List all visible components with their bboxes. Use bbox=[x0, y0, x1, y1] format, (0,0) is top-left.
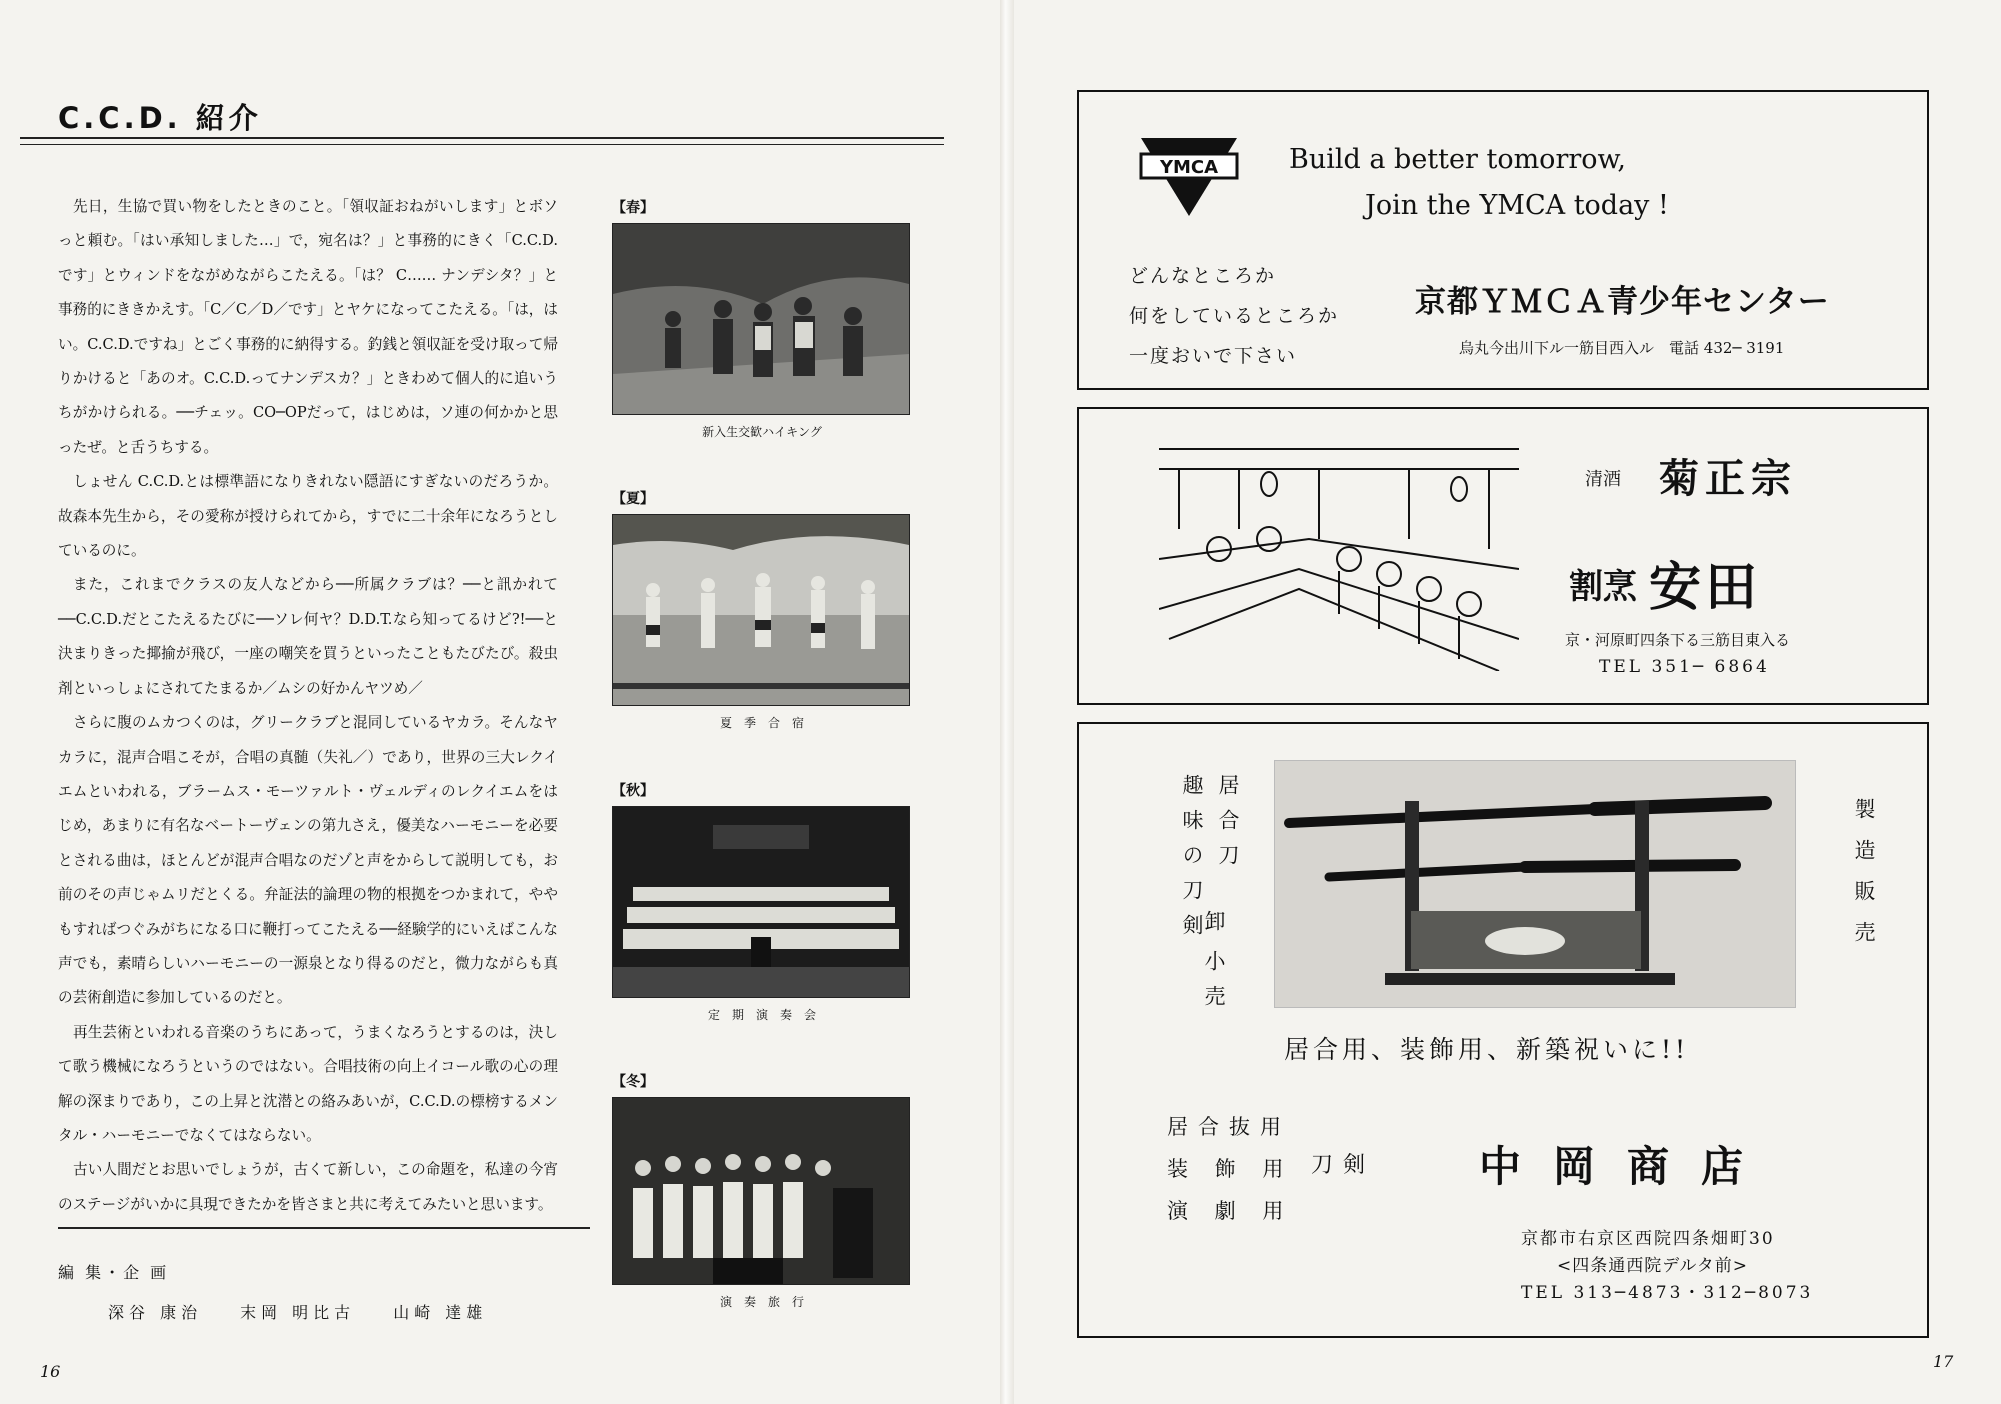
shop-tel: TEL 313─4873・312─8073 bbox=[1521, 1283, 1814, 1303]
essay-paragraph: さらに腹のムカつくのは，グリークラブと混同しているヤカラ。そんなヤカラに，混声合唱こそが，合唱の真髄（失礼／）であり，世界の三大レクイエムといわれる，ブラームス・モーツァルト・ヴェルディのレクイエムをはじめ，あまりに有名なベートーヴェンの第九さえ，優美なハーモニーを必要とされる曲は，ほとんどが混声合唱なのだゾと声をからして説明しても，お前のその声じゃムリだとくる。弁証法的論理の物的根拠をつかまれて，ややもすればつぐみがちになる口に鞭打ってこたえる──経験学的にいえばこんな声でも，素晴らしいハーモニーの一源泉となり得るのだと，微力ながらも真の芸術創造に参加しているのだと。 bbox=[58, 714, 558, 1007]
ymca-invitation bbox=[1129, 256, 1339, 376]
sword-shop-ad bbox=[1077, 722, 1929, 1338]
ymca-logo-text: YMCA bbox=[1159, 157, 1219, 178]
ymca-line: どんなところか bbox=[1129, 265, 1277, 287]
spread-fold bbox=[1000, 0, 1014, 1404]
shop-name: 中岡商店 bbox=[1479, 1142, 1776, 1191]
ymca-logo-icon bbox=[1139, 136, 1239, 222]
season-label: 【春】 bbox=[612, 200, 654, 216]
page-number-right: 17 bbox=[1933, 1352, 1954, 1371]
ymca-slogan-line1: Build a better tomorrow, bbox=[1289, 144, 1626, 175]
season-winter bbox=[612, 1071, 912, 1310]
season-label: 【秋】 bbox=[612, 783, 654, 799]
credits-label: 編 集・企 画 bbox=[58, 1263, 170, 1282]
essay-end-rule bbox=[58, 1227, 590, 1229]
ymca-line: 何をしているところか bbox=[1129, 305, 1340, 327]
section-title: C.C.D. 紹介 bbox=[58, 101, 262, 135]
restaurant-tel: TEL 351─ 6864 bbox=[1599, 657, 1770, 677]
shop-address: 京都市右京区西院四条畑町30 bbox=[1521, 1229, 1775, 1249]
essay-paragraph: しょせん C.C.D.とは標準語になりきれない隠語にすぎないのだろうか。故森本先生から，その愛称が授けられてから，すでに二十余年になろうとしているのに。 bbox=[58, 473, 558, 560]
credit-name: 末岡 明比古 bbox=[240, 1303, 356, 1322]
season-spring bbox=[612, 197, 912, 440]
photo-caption: 夏 季 合 宿 bbox=[719, 716, 804, 730]
winter-photo bbox=[612, 1097, 910, 1285]
photo-caption: 定 期 演 奏 会 bbox=[707, 1008, 816, 1022]
kappo-prefix: 割烹 bbox=[1569, 567, 1637, 607]
essay-paragraph: 再生芸術といわれる音楽のうちにあって，うまくなろうとするのは，決して歌う機械になろうというのではない。合唱技術の向上イコール歌の心の理解の深まりであり，この上昇と沈潜との絡みあいが，C.C.D.の標榜するメンタル・ハーモニーでなくてはならない。 bbox=[58, 1023, 558, 1144]
sword-use-item: 演 劇 用 bbox=[1167, 1199, 1294, 1223]
ymca-center-name: 京都ＹＭＣＡ青少年センター bbox=[1415, 284, 1830, 320]
photo-caption: 演 奏 旅 行 bbox=[719, 1295, 804, 1309]
restaurant-ad bbox=[1077, 407, 1929, 705]
spring-photo bbox=[612, 223, 910, 415]
ymca-slogan-line2: Join the YMCA today ! bbox=[1365, 190, 1669, 221]
shop-address-note: <四条通西院デルタ前> bbox=[1557, 1256, 1748, 1276]
sword-text-manufacture: 製造販売 bbox=[1852, 798, 1876, 962]
season-label: 【夏】 bbox=[612, 491, 654, 507]
essay-paragraph: 先日，生協で買い物をしたときのこと。「領収証おねがいします」とボソっと頼む。「はい承知しました…」で，宛名は？」と事務的にきく「C.C.D.です」とウィンドをながめながらこたえる。「は？ C…… ナンデシタ？」と事務的にききかえす。「C／C／D／です」とヤケになってこたえる。「は，はい。C.C.D.ですね」とごく事務的に納得する。釣銭と領収証を受け取って帰りかけると「あのオ。C.C.D.ってナンデスカ？」ときわめて個人的に追いうちがかけられる。──チェッ。CO─OPだって，はじめは，ソ連の何かかと思ったぜ。と舌うちする。 bbox=[58, 198, 558, 456]
sword-photo bbox=[1274, 760, 1796, 1008]
essay-paragraph: 古い人間だとお思いでしょうが，古くて新しい，この命題を，私達の今宵のステージがいかに具現できたかを皆さまと共に考えてみたいと思います。 bbox=[58, 1161, 558, 1213]
restaurant-counter-illustration bbox=[1159, 439, 1519, 675]
sword-ken: 刀剣 bbox=[1311, 1153, 1376, 1178]
season-summer bbox=[612, 488, 912, 731]
ymca-line: 一度おいで下さい bbox=[1129, 345, 1298, 367]
sword-text-wholesale: 卸 bbox=[1202, 910, 1226, 945]
credits-names bbox=[108, 1300, 487, 1323]
season-label: 【冬】 bbox=[612, 1074, 654, 1090]
credit-name: 山崎 達雄 bbox=[393, 1303, 488, 1322]
sake-prefix: 清酒 bbox=[1585, 469, 1621, 490]
sword-use-item: 装 飾 用 bbox=[1167, 1157, 1294, 1181]
sword-text-hobby: 趣味の刀剣 bbox=[1180, 774, 1204, 949]
page-number-left: 16 bbox=[40, 1362, 61, 1381]
autumn-photo bbox=[612, 806, 910, 998]
ymca-address: 烏丸今出川下ル一筋目西入ル 電話 432─ 3191 bbox=[1459, 339, 1785, 357]
sword-text-retail: 小売 bbox=[1202, 950, 1226, 1020]
ymca-ad bbox=[1077, 90, 1929, 390]
sake-brand: 菊正宗 bbox=[1659, 455, 1797, 502]
summer-photo bbox=[612, 514, 910, 706]
restaurant-address: 京・河原町四条下る三筋目東入る bbox=[1565, 631, 1791, 649]
credit-name: 深谷 康治 bbox=[108, 1303, 203, 1322]
sword-tagline: 居合用、装飾用、新築祝いに!! bbox=[1284, 1035, 1690, 1064]
essay-paragraph: また，これまでクラスの友人などから──所属クラブは？──と訊かれて──C.C.D.だとこたえるたびに──ソレ何ヤ？D.D.T.なら知ってるけど?!──と決まりきった揶揄が飛び，一座の嘲笑を買うといったこともたびたび。殺虫剤といっしょにされてたまるか／ムシの好かんヤツめ／ bbox=[58, 576, 558, 697]
essay bbox=[58, 190, 558, 1222]
sword-text-iaito: 居合刀 bbox=[1216, 774, 1240, 879]
photo-caption: 新入生交歓ハイキング bbox=[702, 425, 822, 439]
sword-uses bbox=[1167, 1106, 1293, 1232]
season-autumn bbox=[612, 780, 912, 1023]
title-rule bbox=[20, 137, 944, 145]
restaurant-name: 安田 bbox=[1649, 557, 1762, 618]
sword-use-item: 居合抜用 bbox=[1167, 1115, 1291, 1139]
